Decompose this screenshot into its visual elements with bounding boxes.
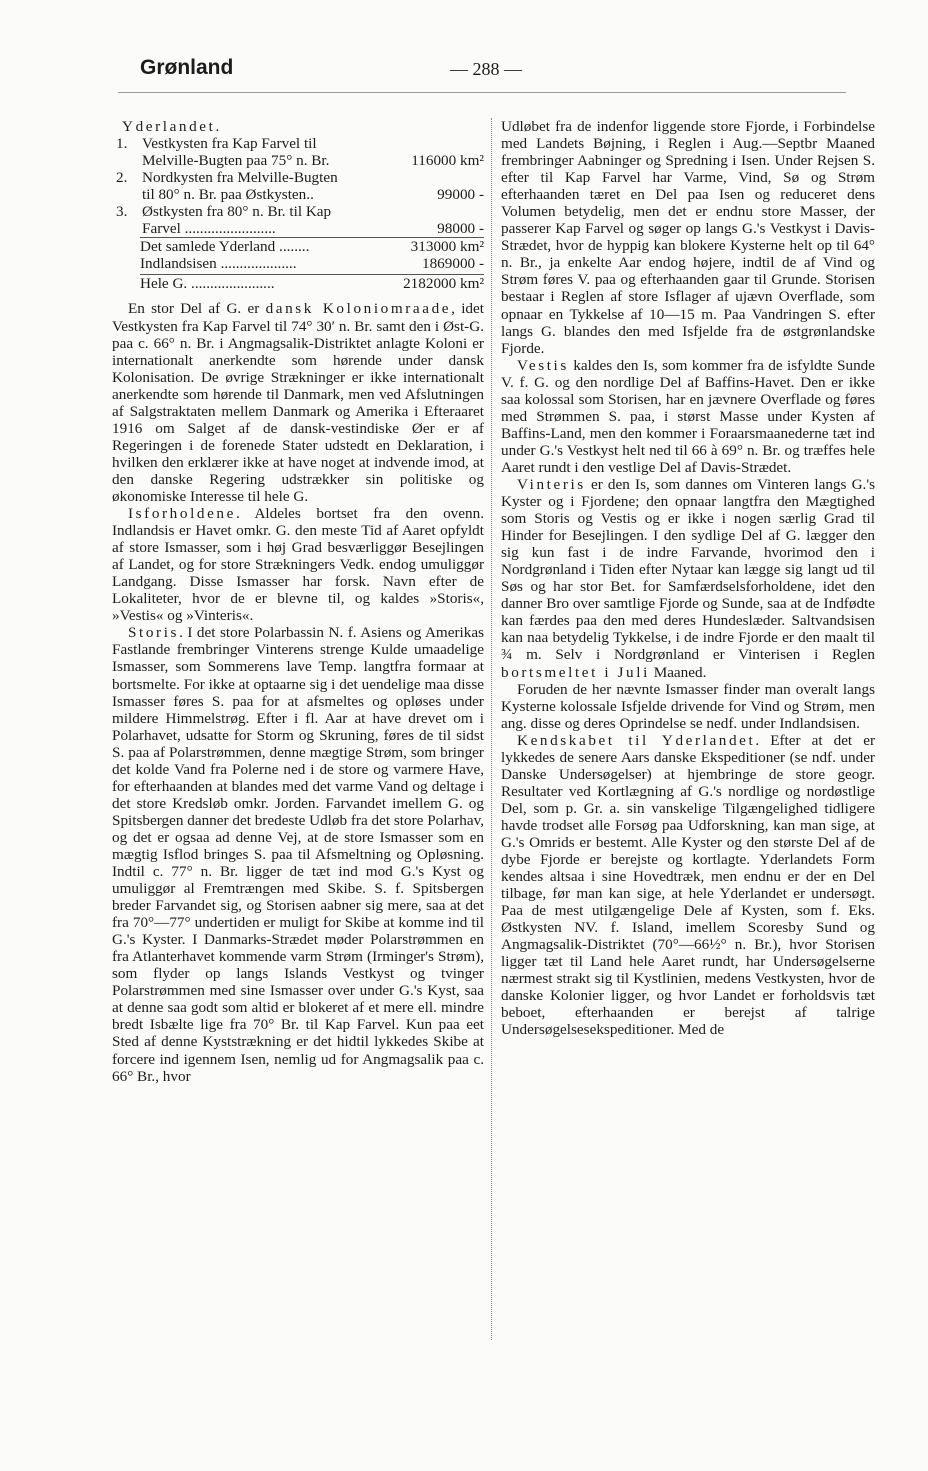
total-value: 2182000 km² (403, 275, 484, 293)
total-row (140, 274, 484, 292)
subtotal-label: Det samlede Yderland ........ (140, 238, 310, 256)
row-label-line1: Nordkysten fra Melville-Bugten (142, 169, 338, 187)
total-label: Hele G. ...................... (140, 275, 275, 293)
paragraph-vestis: Vestis kaldes den Is, som kommer fra de isfyldte Sunde V. f. G. og den nordlige Del af Baffins-Havet. Den er ikke saa kolossal som Storisen, har en jævnere Overflade og føres med Strømmen S. paa, i størst Masse under Kysten af Baffins-Land, men den kommer i Foraarsmaanederne tæt ind under G.'s Vestkyst helt ned til 66 à 69° n. Br. og træffes hele Aaret rundt i den vestlige Del af Davis-Strædet. (501, 356, 875, 476)
paragraph-storis: Storis. I det store Polarbassin N. f. Asiens og Amerikas Fastlande frembringer Vinterens strenge Kulde umaadelige Ismasser, som Sommerens lave Temp. langtfra formaar at bortsmelte. For ikke at optaarne sig i det uendelige maa disse Ismasser føres S. paa for at afsmeltes og opløses under mildere Himmelstrøg. Efter i fl. Aar at have drevet om i Polarhavet, udsatte for Storm og Skruning, føres de til sidst S. paa af Polarstrømmen, denne mægtige Strøm, som bringer det kolde Vand fra Polerne ned i de store og varmere Have, for efterhaanden at blandes med det varme Vand og deltage i det store Kredsløb omkr. Jorden. Farvandet imellem G. og Spitsbergen danner det bredeste Udløb fra det store Polarhav, og det er ogsaa ad denne Vej, at de store Ismasser som en mægtig Isflod bringes S. paa til Afsmeltning og Opløsning. Indtil c. 77° n. Br. ligger de tæt ind mod G.'s Kyst og umuliggør al Fremtrængen med Skibe. S. f. Spitsbergen breder Farvandet sig, og Storisen aabner sig mere, saa at det fra 70°—77° undertiden er muligt for Skibe at komme ind til G.'s Kyster. I Danmarks-Strædet møder Polarstrømmen en fra Atlanterhavet kommende varm Strøm (Irminger's Strøm), som flyder op langs Islands Vestkyst og tvinger Polarstrømmen med sine Ismasser over under G.'s Kyst, saa at denne saa godt som altid er blokeret af et mere ell. mindre bredt Isbælte lige fra 70° Br. til Kap Farvel. Kun paa eet Sted af denne Kyststrækning er det hidtil lykkedes Skibe at forcere ind igennem Isen, nemlig ud for Angmagsalik paa c. 66° Br., hvor (112, 624, 484, 1085)
row-value: 116000 km² (411, 152, 484, 170)
paragraph-isfjelde: Foruden de her nævnte Ismasser finder man overalt langs Kysterne kolossale Isfjelde drivende for Vind og Strøm, men ang. disse og deres Oprindelse se nedf. under Indlandsisen. (501, 680, 875, 732)
subtotal-row (140, 237, 484, 255)
page-header (140, 56, 840, 88)
table-row (112, 203, 484, 237)
left-column (112, 118, 484, 1085)
row-label-line2: Melville-Bugten paa 75° n. Br. (142, 152, 330, 170)
header-rule (118, 92, 846, 93)
table-heading: Yderlandet. (122, 118, 222, 135)
subtotal-label: Indlandsisen .................... (140, 255, 297, 273)
row-number: 2. (116, 169, 128, 187)
row-label-line2: Farvel ........................ (142, 220, 276, 238)
paragraph-storis-continued: Udløbet fra de indenfor liggende store Fjorde, i Forbindelse med Landets Bøjning, i Reglen i Aug.—Septbr Maaned frembringer Aabninger og Spredning i Isen. Under Rejsen S. efter til Kap Farvel har Varme, Vind, Sø og Strøm efterhaanden tæret en Del paa Isen og reduceret dens Volumen betydelig, men det er endnu store Masser, der passerer Kap Farvel og søger op langs G.'s Vestkyst i Davis-Strædet, hvor de hyppig kan blokere Kysterne helt op til 64° n. Br., ja enkelte Aar endog højere, indtil de af Vind og Strøm føres V. paa og efterhaanden gaar til Grunde. Storisen bestaar i Reglen af store Isflager af ujævn Overflade, som opnaar en Tykkelse af 10—15 m. Paa Vandringen S. efter langs G. blandes den med Isfjelde fra de østgrønlandske Fjorde. (501, 118, 875, 357)
page-number: — 288 — (450, 59, 522, 79)
subtotal-value: 313000 km² (410, 238, 484, 256)
row-label-line2: til 80° n. Br. paa Østkysten.. (142, 186, 314, 204)
table-row (112, 169, 484, 203)
subtotal-value: 1869000 - (421, 255, 484, 273)
row-value: 98000 - (437, 220, 484, 238)
paragraph-vinteris: Vinteris er den Is, som dannes om Vinteren langs G.'s Kyster og i Fjordene; den opnaar langtfra den Mægtighed som Storis og Vestis og er ikke i nogen særlig Grad til Hinder for Besejlingen. I den sydlige Del af G. lægger den sig kun fast i de indre Farvande, hvorimod den i Nordgrønland i Tiden efter Nytaar kan lægge sig langt ud til Søs og har stor Bet. for Samfærdselsforholdene, idet den danner Bro over samtlige Fjorde og Sunde, saa at de Indfødte kan færdes paa den med deres Hundeslæder. Saltvandsisen kan naa betydelig Tykkelse, i de indre Fjorde er den maalt til ¾ m. Selv i Nordgrønland er Vinterisen i Reglen bortsmeltet i Juli Maaned. (501, 475, 875, 681)
paragraph-kendskabet: Kendskabet til Yderlandet. Efter at det er lykkedes de senere Aars danske Ekspeditioner (se ndf. under Danske Undersøgelser) at hjembringe de store geogr. Resultater ved Kortlægning af G.'s nordlige og nordøstlige Del, som p. Gr. a. sin vanskelige Tilgængelighed tidligere havde trodset alle Forsøg paa Udforskning, kan man sige, at G.'s Omrids er bestemt. Alle Kyster og den største Del af de dybe Fjorde er berejste og kortlagte. Yderlandets Form kendes altsaa i sine Hovedtræk, men endnu er der en Del tilbage, før man kan sige, at hele Yderlandet er undersøgt. Paa de mest utilgængelige Dele af Kysten, som f. Eks. Østkysten NV. f. Island, imellem Scoresby Sund og Angmagsalik-Distriktet (70°—66½° n. Br.), hvor Storisen ligger tæt til Land hele Aaret rundt, har Undersøgelserne nærmest strakt sig til Kystlinien, medens Vestkysten, hvor de danske Kolonier ligger, og hvor Landet er forholdsvis tæt beboet, efterhaanden er berejst af talrige Undersøgelsesekspeditioner. Med de (501, 731, 875, 1039)
row-number: 3. (116, 203, 128, 221)
right-column (501, 118, 875, 1039)
table-row (112, 135, 484, 169)
column-divider (491, 118, 492, 1340)
row-number: 1. (116, 135, 128, 153)
paragraph-koloni: En stor Del af G. er dansk Koloniomraade, idet Vestkysten fra Kap Farvel til 74° 30′ n. Br. samt den i Øst-G. paa c. 66° n. Br. i Angmagsalik-Distriktet anlagte Koloni er internationalt anerkendte som hørende under dansk Kolonisation. De øvrige Strækninger er ikke internationalt anerkendte som hørende til Danmark, men ved Afslutningen af Salgstraktaten mellem Danmark og Amerika i Efteraaret 1916 om Salget af de dansk-vestindiske Øer er af Regeringen i de forenede Stater udstedt en Deklaration, i hvilken den erklærer ikke at have noget at indvende imod, at den danske Regering udstrækker sin politiske og økonomiske Interesse til hele G. (112, 300, 484, 505)
paragraph-isforholdene: Isforholdene. Aldeles bortset fra den ovenn. Indlandsis er Havet omkr. G. den meste Tid af Aaret opfyldt af store Ismasser, som i høj Grad besværliggør Besejlingen af Landet, og for store Strækningers Vedk. endog umuliggør Landgang. Disse Ismasser har forsk. Navn efter de Lokaliteter, hvor de er blevne til, og kaldes »Storis«, »Vestis« og »Vinteris«. (112, 505, 484, 625)
row-value: 99000 - (437, 186, 484, 204)
row-label-line1: Østkysten fra 80° n. Br. til Kap (142, 203, 332, 221)
running-title: Grønland (140, 56, 234, 79)
row-label-line1: Vestkysten fra Kap Farvel til (142, 135, 317, 153)
subtotal-row (140, 255, 484, 272)
